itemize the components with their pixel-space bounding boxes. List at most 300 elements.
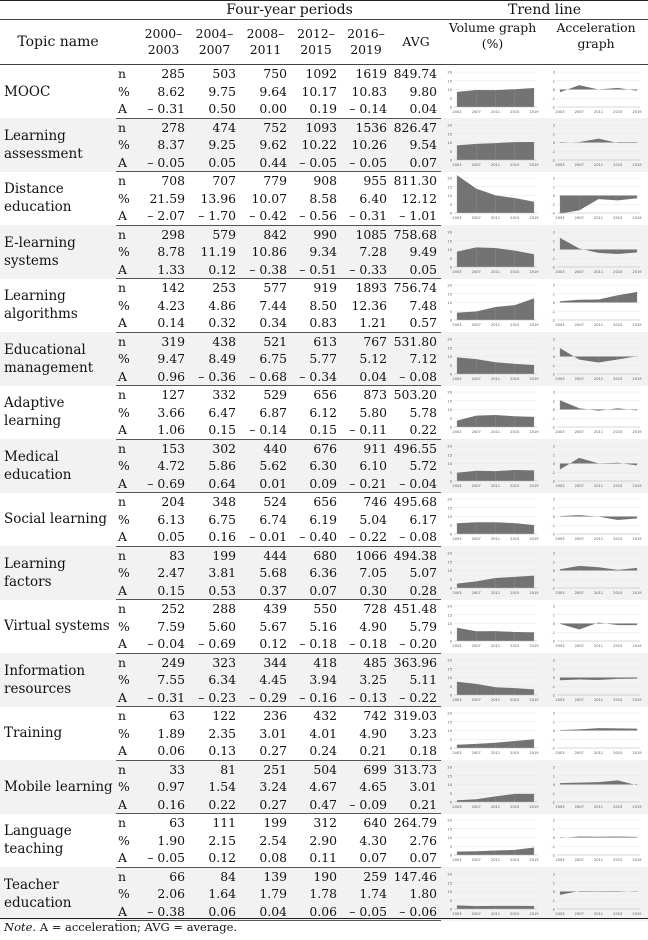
y-tick-label: 15 bbox=[447, 132, 453, 136]
row-label: A bbox=[116, 903, 138, 921]
topic-name: Training bbox=[4, 725, 63, 742]
x-tick-label: 2011 bbox=[490, 911, 501, 916]
y-tick-label: -2 bbox=[551, 693, 556, 698]
value-cell: 204 bbox=[161, 494, 185, 510]
volume-mini-chart bbox=[444, 335, 541, 383]
y-tick-label: 15 bbox=[447, 185, 453, 190]
value-cell: 142 bbox=[161, 280, 185, 296]
value-cell: 919 bbox=[313, 280, 337, 296]
topic-name: Language teaching bbox=[4, 823, 72, 858]
avg-cell: 503.20 bbox=[393, 387, 438, 403]
acceleration-mini-chart bbox=[547, 442, 644, 490]
y-tick-label: -2 bbox=[551, 425, 556, 430]
x-tick-label: 2007 bbox=[471, 858, 481, 863]
y-tick-label: 10 bbox=[447, 140, 453, 145]
acceleration-graph-cell bbox=[544, 600, 648, 654]
x-tick-label: 2015 bbox=[613, 483, 623, 488]
value-cell: – 0.31 bbox=[138, 689, 189, 707]
value-cell: 332 bbox=[212, 387, 236, 403]
value-cell: 521 bbox=[240, 332, 291, 350]
value-cell: 0.64 bbox=[189, 475, 240, 493]
value-cell: 6.47 bbox=[208, 404, 236, 420]
y-tick-label: 0 bbox=[449, 693, 453, 698]
acceleration-mini-chart bbox=[547, 763, 644, 811]
x-tick-label: 2003 bbox=[555, 590, 565, 595]
avg-cell: 849.74 bbox=[393, 66, 438, 82]
header-volume-graph: Volume graph (%) bbox=[441, 20, 544, 65]
y-tick-label: 5 bbox=[449, 310, 453, 314]
x-tick-label: 2011 bbox=[490, 697, 501, 702]
y-tick-label: 0 bbox=[449, 372, 453, 377]
value-cell: 550 bbox=[313, 601, 337, 617]
x-tick-label: 2003 bbox=[555, 858, 565, 863]
value-cell: 746 bbox=[363, 494, 387, 510]
x-tick-label: 2007 bbox=[574, 697, 584, 702]
acceleration-mini-chart bbox=[547, 602, 644, 650]
value-cell: 0.44 bbox=[240, 154, 291, 172]
x-tick-label: 2011 bbox=[593, 376, 604, 381]
x-tick-label: 2007 bbox=[574, 216, 584, 221]
value-cell: 81 bbox=[189, 760, 240, 778]
value-cell: 1.78 bbox=[291, 885, 341, 903]
value-cell: 1.54 bbox=[189, 778, 240, 796]
avg-cell: 5.78 bbox=[409, 404, 438, 420]
row-label: n bbox=[116, 653, 138, 671]
value-cell: 21.59 bbox=[149, 190, 185, 206]
value-cell: – 2.07 bbox=[138, 207, 189, 225]
avg-cell: 5.11 bbox=[391, 671, 441, 689]
y-tick-label: -1 bbox=[551, 256, 556, 261]
row-label: % bbox=[116, 778, 138, 796]
row-label: n bbox=[118, 66, 126, 82]
y-tick-label: 15 bbox=[447, 453, 453, 457]
row-label: A bbox=[116, 796, 138, 814]
value-cell: 0.27 bbox=[240, 742, 291, 760]
row-label: n bbox=[116, 332, 138, 350]
value-cell: 1.89 bbox=[157, 725, 185, 741]
y-tick-label: 1 bbox=[552, 881, 556, 885]
value-cell: 7.59 bbox=[157, 618, 185, 634]
x-tick-label: 2015 bbox=[613, 162, 623, 167]
value-cell: – 0.42 bbox=[240, 207, 291, 225]
header-period: 2012– 2015 bbox=[291, 20, 341, 65]
value-cell: 6.75 bbox=[208, 511, 236, 527]
x-tick-label: 2015 bbox=[510, 644, 520, 649]
x-tick-label: 2015 bbox=[510, 804, 520, 809]
x-tick-label: 2011 bbox=[593, 751, 604, 756]
x-tick-label: 2019 bbox=[632, 537, 642, 542]
row-label: A bbox=[116, 528, 138, 546]
topic-name: Learning algorithms bbox=[4, 288, 78, 323]
y-tick-label: 2 bbox=[552, 337, 556, 342]
avg-cell: 313.73 bbox=[391, 760, 441, 778]
row-label: % bbox=[116, 243, 138, 261]
y-tick-label: -1 bbox=[551, 470, 556, 475]
row-label: A bbox=[116, 849, 138, 867]
avg-cell: – 0.08 bbox=[391, 528, 441, 546]
volume-graph-cell bbox=[441, 172, 544, 226]
value-cell: 8.37 bbox=[138, 136, 189, 154]
table-row bbox=[0, 225, 648, 243]
x-tick-label: 2015 bbox=[613, 858, 623, 863]
y-tick-label: 0 bbox=[449, 853, 453, 858]
volume-mini-chart bbox=[444, 121, 541, 169]
x-tick-label: 2007 bbox=[471, 162, 481, 167]
value-cell: – 0.05 bbox=[341, 903, 391, 921]
value-cell: 577 bbox=[263, 280, 287, 296]
value-cell: 613 bbox=[291, 332, 341, 350]
y-tick-label: 10 bbox=[447, 568, 453, 573]
value-cell: 0.12 bbox=[189, 849, 240, 867]
header-period: 2016– 2019 bbox=[341, 20, 391, 65]
value-cell: 4.86 bbox=[208, 297, 236, 313]
x-tick-label: 2019 bbox=[529, 697, 539, 702]
value-cell: 10.22 bbox=[291, 136, 341, 154]
value-cell: 5.60 bbox=[208, 618, 236, 634]
value-cell: 908 bbox=[313, 173, 337, 189]
x-tick-label: 2003 bbox=[555, 911, 565, 916]
header-spacer bbox=[0, 1, 116, 20]
value-cell: 8.58 bbox=[309, 190, 337, 206]
x-tick-label: 2011 bbox=[593, 216, 604, 221]
x-tick-label: 2019 bbox=[529, 162, 539, 167]
value-cell: – 0.69 bbox=[189, 635, 240, 653]
value-cell: 767 bbox=[341, 332, 391, 350]
header-period: 2000– 2003 bbox=[138, 20, 189, 65]
x-tick-label: 2019 bbox=[632, 109, 642, 114]
acceleration-mini-chart bbox=[547, 228, 644, 276]
row-label: % bbox=[116, 136, 138, 154]
row-label: % bbox=[118, 190, 130, 206]
x-tick-label: 2019 bbox=[632, 216, 642, 221]
table-row bbox=[0, 546, 648, 564]
y-tick-label: 5 bbox=[449, 149, 453, 154]
acceleration-mini-chart bbox=[547, 281, 644, 329]
x-tick-label: 2015 bbox=[613, 751, 623, 756]
y-tick-label: 0 bbox=[449, 800, 453, 805]
volume-mini-chart bbox=[444, 656, 541, 704]
value-cell: 312 bbox=[313, 815, 337, 831]
y-tick-label: 0 bbox=[552, 782, 556, 787]
x-tick-label: 2019 bbox=[529, 430, 539, 435]
value-cell: 0.34 bbox=[240, 314, 291, 332]
x-tick-label: 2019 bbox=[529, 804, 539, 809]
y-tick-label: 2 bbox=[552, 497, 556, 502]
value-cell: 1.64 bbox=[189, 885, 240, 903]
y-tick-label: -1 bbox=[551, 524, 556, 528]
value-cell: 6.19 bbox=[309, 511, 337, 527]
x-tick-label: 2007 bbox=[471, 911, 481, 916]
y-tick-label: 0 bbox=[552, 140, 556, 145]
value-cell: 127 bbox=[161, 387, 185, 403]
avg-cell: 0.22 bbox=[391, 421, 441, 439]
x-tick-label: 2003 bbox=[452, 483, 462, 488]
value-cell: 8.62 bbox=[157, 83, 185, 99]
table-row bbox=[0, 814, 648, 832]
table-row bbox=[0, 279, 648, 297]
x-tick-label: 2011 bbox=[593, 697, 604, 702]
x-tick-label: 2011 bbox=[593, 858, 604, 863]
y-tick-label: 1 bbox=[552, 827, 556, 832]
x-tick-label: 2019 bbox=[529, 376, 539, 381]
topic-name: Virtual systems bbox=[4, 618, 110, 635]
y-tick-label: 10 bbox=[447, 729, 453, 734]
topic-name: Medical education bbox=[0, 439, 116, 493]
x-tick-label: 2011 bbox=[490, 590, 501, 595]
table-row bbox=[0, 172, 648, 190]
y-tick-label: -2 bbox=[551, 318, 556, 323]
row-label: n bbox=[116, 760, 138, 778]
x-tick-label: 2015 bbox=[613, 697, 623, 702]
row-label: n bbox=[118, 494, 126, 510]
value-cell: 579 bbox=[189, 225, 240, 243]
x-tick-label: 2015 bbox=[510, 537, 520, 542]
value-cell: 524 bbox=[263, 494, 287, 510]
avg-cell: 3.23 bbox=[409, 725, 438, 741]
value-cell: 9.75 bbox=[208, 83, 236, 99]
y-tick-label: 2 bbox=[552, 872, 556, 877]
value-cell: 298 bbox=[138, 225, 189, 243]
header-period: 2004– 2007 bbox=[189, 20, 240, 65]
x-tick-label: 2019 bbox=[529, 323, 539, 328]
value-cell: 955 bbox=[363, 173, 387, 189]
volume-mini-chart bbox=[444, 709, 541, 757]
value-cell: 0.24 bbox=[291, 742, 341, 760]
topic-name: Educational management bbox=[0, 332, 116, 386]
topic-name: MOOC bbox=[4, 83, 51, 100]
value-cell: 0.15 bbox=[138, 582, 189, 600]
y-tick-label: 0 bbox=[552, 568, 556, 573]
y-tick-label: -1 bbox=[551, 791, 556, 796]
y-tick-label: -1 bbox=[551, 363, 556, 368]
value-cell: 3.24 bbox=[240, 778, 291, 796]
value-cell: 439 bbox=[263, 601, 287, 617]
value-cell: 0.21 bbox=[341, 742, 391, 760]
value-cell: 6.36 bbox=[291, 564, 341, 582]
avg-cell: 363.96 bbox=[391, 653, 441, 671]
y-tick-label: 15 bbox=[447, 506, 453, 511]
value-cell: 0.06 bbox=[189, 903, 240, 921]
y-tick-label: 10 bbox=[447, 461, 453, 466]
value-cell: 656 bbox=[313, 494, 337, 510]
topic-name: Learning factors bbox=[0, 546, 116, 600]
y-tick-label: 20 bbox=[447, 658, 453, 663]
y-tick-label: 20 bbox=[447, 123, 453, 128]
y-tick-label: 2 bbox=[552, 444, 556, 449]
value-cell: 0.19 bbox=[291, 100, 341, 118]
y-tick-label: 0 bbox=[552, 729, 556, 734]
value-cell: 33 bbox=[138, 760, 189, 778]
y-tick-label: 1 bbox=[552, 399, 556, 404]
value-cell: 1.21 bbox=[341, 314, 391, 332]
x-tick-label: 2003 bbox=[452, 858, 462, 863]
value-cell: 5.04 bbox=[359, 511, 387, 527]
value-cell: 4.90 bbox=[359, 618, 387, 634]
volume-graph-cell bbox=[441, 546, 544, 600]
y-tick-label: 0 bbox=[552, 515, 556, 520]
y-tick-label: 1 bbox=[552, 774, 556, 778]
row-label: n bbox=[116, 546, 138, 564]
value-cell: 319 bbox=[138, 332, 189, 350]
avg-cell: 5.72 bbox=[391, 457, 441, 475]
y-tick-label: 1 bbox=[552, 239, 556, 243]
y-tick-label: 5 bbox=[449, 417, 453, 421]
y-tick-label: 20 bbox=[447, 604, 453, 609]
y-tick-label: 0 bbox=[449, 425, 453, 430]
value-cell: 7.44 bbox=[259, 297, 287, 313]
value-cell: 0.06 bbox=[291, 903, 341, 921]
y-tick-label: 0 bbox=[552, 301, 556, 306]
value-cell: 1092 bbox=[305, 66, 337, 82]
value-cell: 11.19 bbox=[189, 243, 240, 261]
y-tick-label: 1 bbox=[552, 560, 556, 564]
row-label: A bbox=[116, 421, 138, 439]
volume-mini-chart bbox=[444, 228, 541, 276]
y-tick-label: 2 bbox=[552, 765, 556, 770]
avg-cell: 758.68 bbox=[391, 225, 441, 243]
x-tick-label: 2015 bbox=[613, 537, 623, 542]
x-tick-label: 2007 bbox=[574, 644, 584, 649]
header-trend-group: Trend line bbox=[441, 1, 648, 20]
value-cell: – 0.09 bbox=[341, 796, 391, 814]
avg-cell: 496.55 bbox=[391, 439, 441, 457]
avg-cell: 7.12 bbox=[391, 350, 441, 368]
value-cell: 1.74 bbox=[341, 885, 391, 903]
value-cell: 5.16 bbox=[309, 618, 337, 634]
topic-name: Mobile learning bbox=[0, 760, 116, 814]
y-tick-label: 1 bbox=[552, 292, 556, 297]
volume-graph-cell bbox=[441, 225, 544, 279]
row-label: % bbox=[118, 832, 130, 848]
x-tick-label: 2015 bbox=[510, 751, 520, 756]
volume-graph-cell bbox=[441, 332, 544, 386]
avg-cell: 1.80 bbox=[391, 885, 441, 903]
value-cell: 0.32 bbox=[189, 314, 240, 332]
y-tick-label: 15 bbox=[447, 720, 453, 725]
value-cell: 13.96 bbox=[200, 190, 236, 206]
x-tick-label: 2003 bbox=[452, 109, 462, 114]
y-tick-label: 15 bbox=[447, 399, 453, 404]
x-tick-label: 2011 bbox=[490, 537, 501, 542]
value-cell: 199 bbox=[263, 815, 287, 831]
value-cell: 1.06 bbox=[138, 421, 189, 439]
y-tick-label: 1 bbox=[552, 613, 556, 618]
x-tick-label: 2007 bbox=[574, 911, 584, 916]
x-tick-label: 2007 bbox=[471, 590, 481, 595]
x-tick-label: 2015 bbox=[613, 109, 623, 114]
x-tick-label: 2015 bbox=[510, 109, 520, 114]
value-cell: 10.26 bbox=[341, 136, 391, 154]
y-tick-label: 15 bbox=[447, 292, 453, 297]
y-tick-label: 15 bbox=[447, 667, 453, 671]
x-tick-label: 2015 bbox=[613, 430, 623, 435]
y-tick-label: 2 bbox=[552, 604, 556, 609]
x-tick-label: 2015 bbox=[613, 216, 623, 221]
avg-cell: – 0.04 bbox=[391, 475, 441, 493]
acceleration-graph-cell bbox=[544, 867, 648, 921]
x-tick-label: 2007 bbox=[574, 323, 584, 328]
value-cell: 728 bbox=[363, 601, 387, 617]
y-tick-label: 10 bbox=[447, 301, 453, 306]
acceleration-mini-chart bbox=[547, 495, 644, 543]
x-tick-label: 2003 bbox=[452, 430, 462, 435]
y-tick-label: -1 bbox=[551, 577, 556, 582]
y-tick-label: 20 bbox=[447, 497, 453, 502]
x-tick-label: 2003 bbox=[452, 751, 462, 756]
x-tick-label: 2007 bbox=[471, 644, 481, 649]
y-tick-label: 0 bbox=[552, 889, 556, 894]
acceleration-graph-cell bbox=[544, 172, 648, 226]
value-cell: 1085 bbox=[341, 225, 391, 243]
value-cell: 8.50 bbox=[309, 297, 337, 313]
y-tick-label: 10 bbox=[447, 782, 453, 787]
avg-cell: 0.21 bbox=[391, 796, 441, 814]
y-tick-label: 1 bbox=[552, 78, 556, 83]
x-tick-label: 2007 bbox=[574, 109, 584, 114]
value-cell: 699 bbox=[341, 760, 391, 778]
y-tick-label: 0 bbox=[449, 746, 453, 751]
note-text: . A = acceleration; AVG = average. bbox=[32, 920, 238, 934]
acceleration-graph-cell bbox=[544, 653, 648, 707]
acceleration-mini-chart bbox=[547, 656, 644, 704]
avg-cell: 826.47 bbox=[391, 118, 441, 136]
value-cell: 0.27 bbox=[240, 796, 291, 814]
volume-graph-cell bbox=[441, 867, 544, 921]
avg-cell: 495.68 bbox=[393, 494, 438, 510]
y-tick-label: 20 bbox=[447, 765, 453, 770]
row-label: A bbox=[116, 154, 138, 172]
value-cell: 752 bbox=[240, 118, 291, 136]
y-tick-label: 2 bbox=[552, 658, 556, 663]
value-cell: – 0.05 bbox=[138, 154, 189, 172]
table-row bbox=[0, 386, 648, 404]
value-cell: 63 bbox=[169, 815, 185, 831]
x-tick-label: 2019 bbox=[632, 751, 642, 756]
topic-name: Information resources bbox=[0, 653, 116, 707]
y-tick-label: 15 bbox=[447, 346, 453, 350]
volume-graph-cell bbox=[441, 65, 544, 119]
x-tick-label: 2011 bbox=[593, 269, 604, 274]
row-label: n bbox=[116, 118, 138, 136]
x-tick-label: 2015 bbox=[510, 216, 520, 221]
x-tick-label: 2011 bbox=[490, 430, 501, 435]
value-cell: – 0.68 bbox=[240, 368, 291, 386]
header-period: 2008– 2011 bbox=[240, 20, 291, 65]
row-label: n bbox=[118, 173, 126, 189]
value-cell: 3.25 bbox=[341, 671, 391, 689]
value-cell: 0.50 bbox=[189, 100, 240, 118]
value-cell: 6.40 bbox=[359, 190, 387, 206]
value-cell: 0.04 bbox=[341, 368, 391, 386]
value-cell: – 0.34 bbox=[291, 368, 341, 386]
value-cell: 5.80 bbox=[359, 404, 387, 420]
x-tick-label: 2019 bbox=[632, 590, 642, 595]
value-cell: 6.34 bbox=[189, 671, 240, 689]
y-tick-label: 15 bbox=[447, 560, 453, 564]
avg-cell: 147.46 bbox=[391, 867, 441, 885]
x-tick-label: 2007 bbox=[574, 430, 584, 435]
value-cell: 10.86 bbox=[240, 243, 291, 261]
topic-name: Distance education bbox=[4, 181, 72, 216]
x-tick-label: 2011 bbox=[593, 537, 604, 542]
value-cell: 873 bbox=[363, 387, 387, 403]
y-tick-label: -1 bbox=[551, 203, 556, 207]
x-tick-label: 2019 bbox=[529, 590, 539, 595]
x-tick-label: 2019 bbox=[529, 216, 539, 221]
acceleration-mini-chart bbox=[547, 174, 644, 222]
x-tick-label: 2003 bbox=[452, 162, 462, 167]
avg-cell: 12.12 bbox=[401, 190, 438, 206]
